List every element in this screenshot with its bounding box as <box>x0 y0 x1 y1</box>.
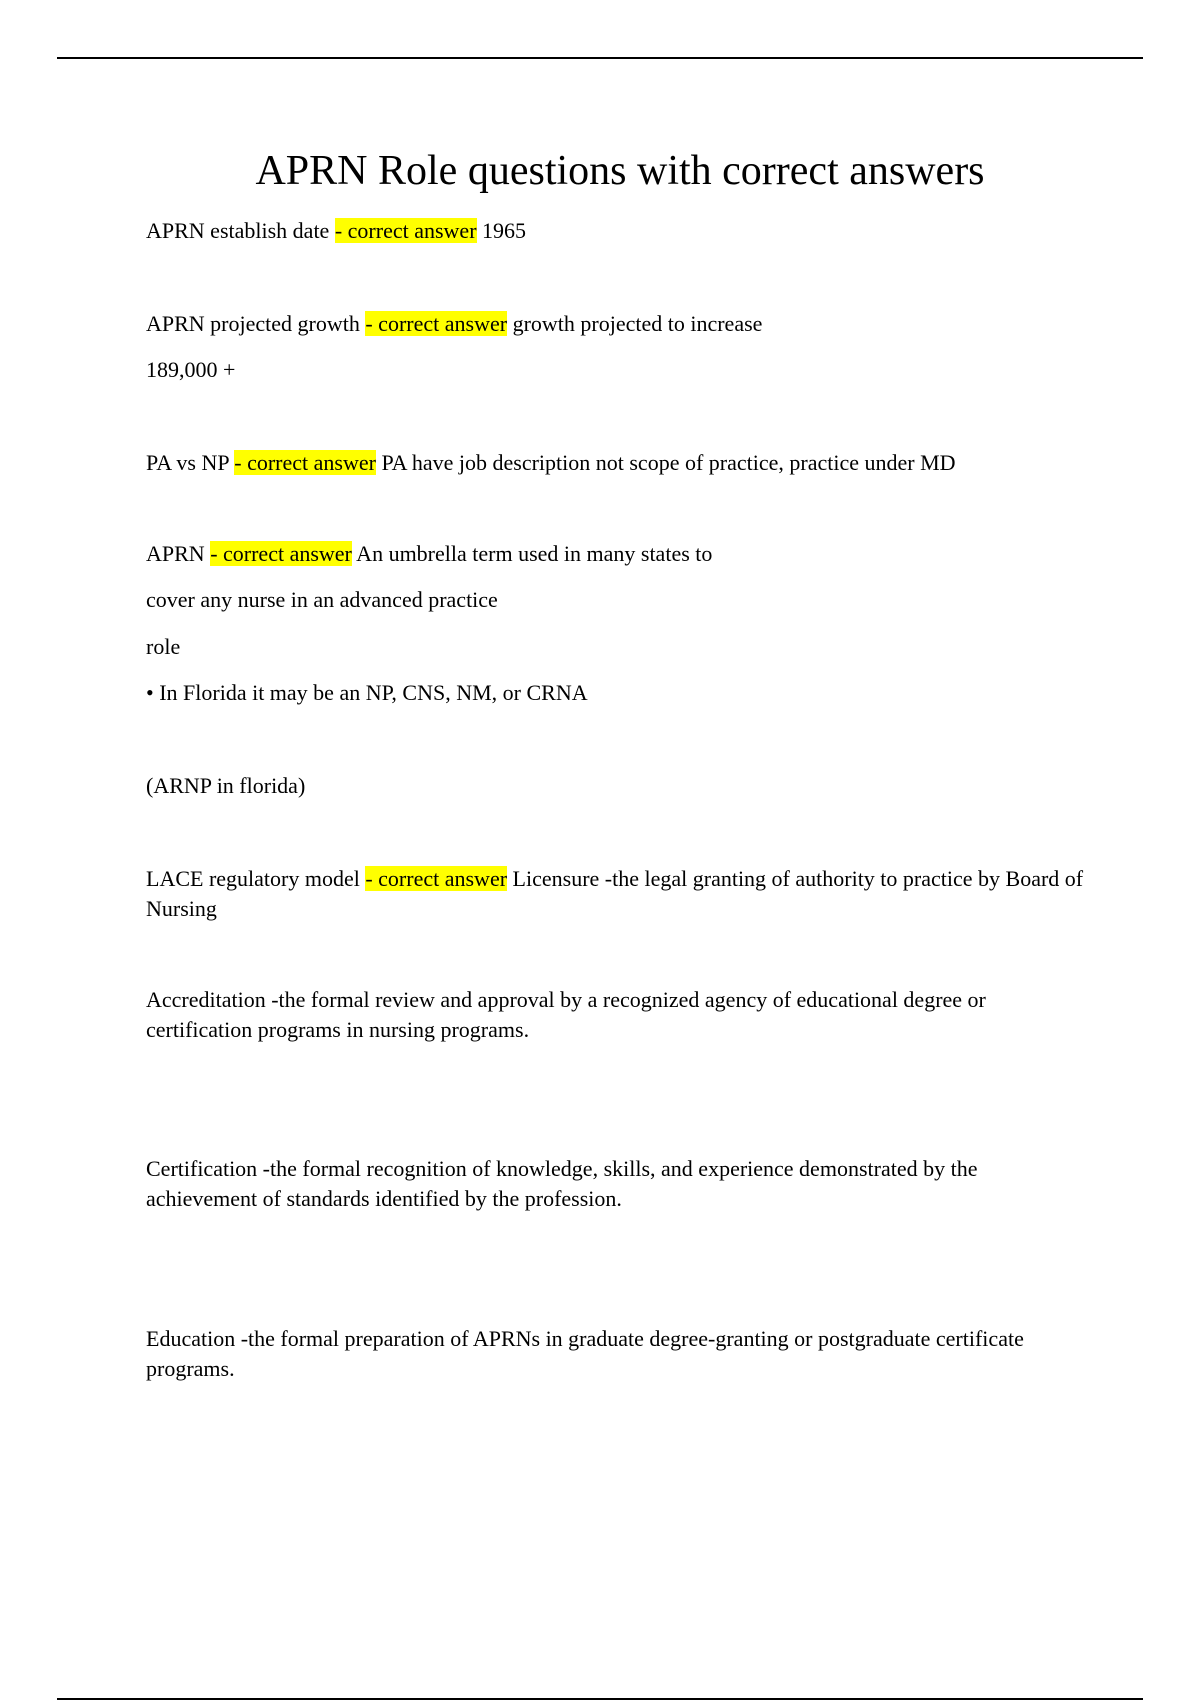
answer-continuation: role <box>146 634 181 659</box>
paragraph-certification: Certification -the formal recognition of knowledge, skills, and experience demonstrated by the achievement of standards identified by the profession. <box>146 1156 978 1211</box>
answer-text: growth projected to increase <box>507 311 763 336</box>
answer-bullet: • In Florida it may be an NP, CNS, NM, or CRNA <box>146 680 588 705</box>
answer-continuation: 189,000 + <box>146 357 236 382</box>
question-text: APRN establish date <box>146 218 335 243</box>
correct-answer-highlight: - correct answer <box>365 311 508 336</box>
qa-item-aprn <box>146 539 712 569</box>
answer-text: Licensure -the legal granting of authority to practice by Board of Nursing <box>146 866 1084 921</box>
qa-item-establish-date <box>146 216 526 246</box>
qa-item-projected-growth <box>146 309 762 339</box>
question-text: APRN <box>146 541 211 566</box>
document-title: APRN Role questions with correct answers <box>255 148 985 194</box>
top-rule <box>57 57 1143 59</box>
correct-answer-highlight: - correct answer <box>210 541 352 566</box>
correct-answer-highlight: - correct answer <box>334 218 477 243</box>
answer-continuation: cover any nurse in an advanced practice <box>146 587 498 612</box>
question-text: PA vs NP <box>146 450 235 475</box>
correct-answer-highlight: - correct answer <box>234 450 376 475</box>
correct-answer-highlight: - correct answer <box>365 866 508 891</box>
question-text: LACE regulatory model <box>146 866 366 891</box>
answer-continuation: (ARNP in florida) <box>146 773 306 798</box>
qa-item-lace-model <box>146 864 1086 924</box>
paragraph-accreditation: Accreditation -the formal review and approval by a recognized agency of educational degree or certification programs in nursing programs. <box>146 987 986 1042</box>
qa-item-pa-vs-np <box>146 448 956 478</box>
answer-text: An umbrella term used in many states to <box>351 541 713 566</box>
paragraph-education: Education -the formal preparation of APRNs in graduate degree-granting or postgraduate certificate programs. <box>146 1326 1024 1381</box>
answer-text: 1965 <box>476 218 527 243</box>
answer-text: PA have job description not scope of practice, practice under MD <box>375 450 956 475</box>
question-text: APRN projected growth <box>146 311 366 336</box>
